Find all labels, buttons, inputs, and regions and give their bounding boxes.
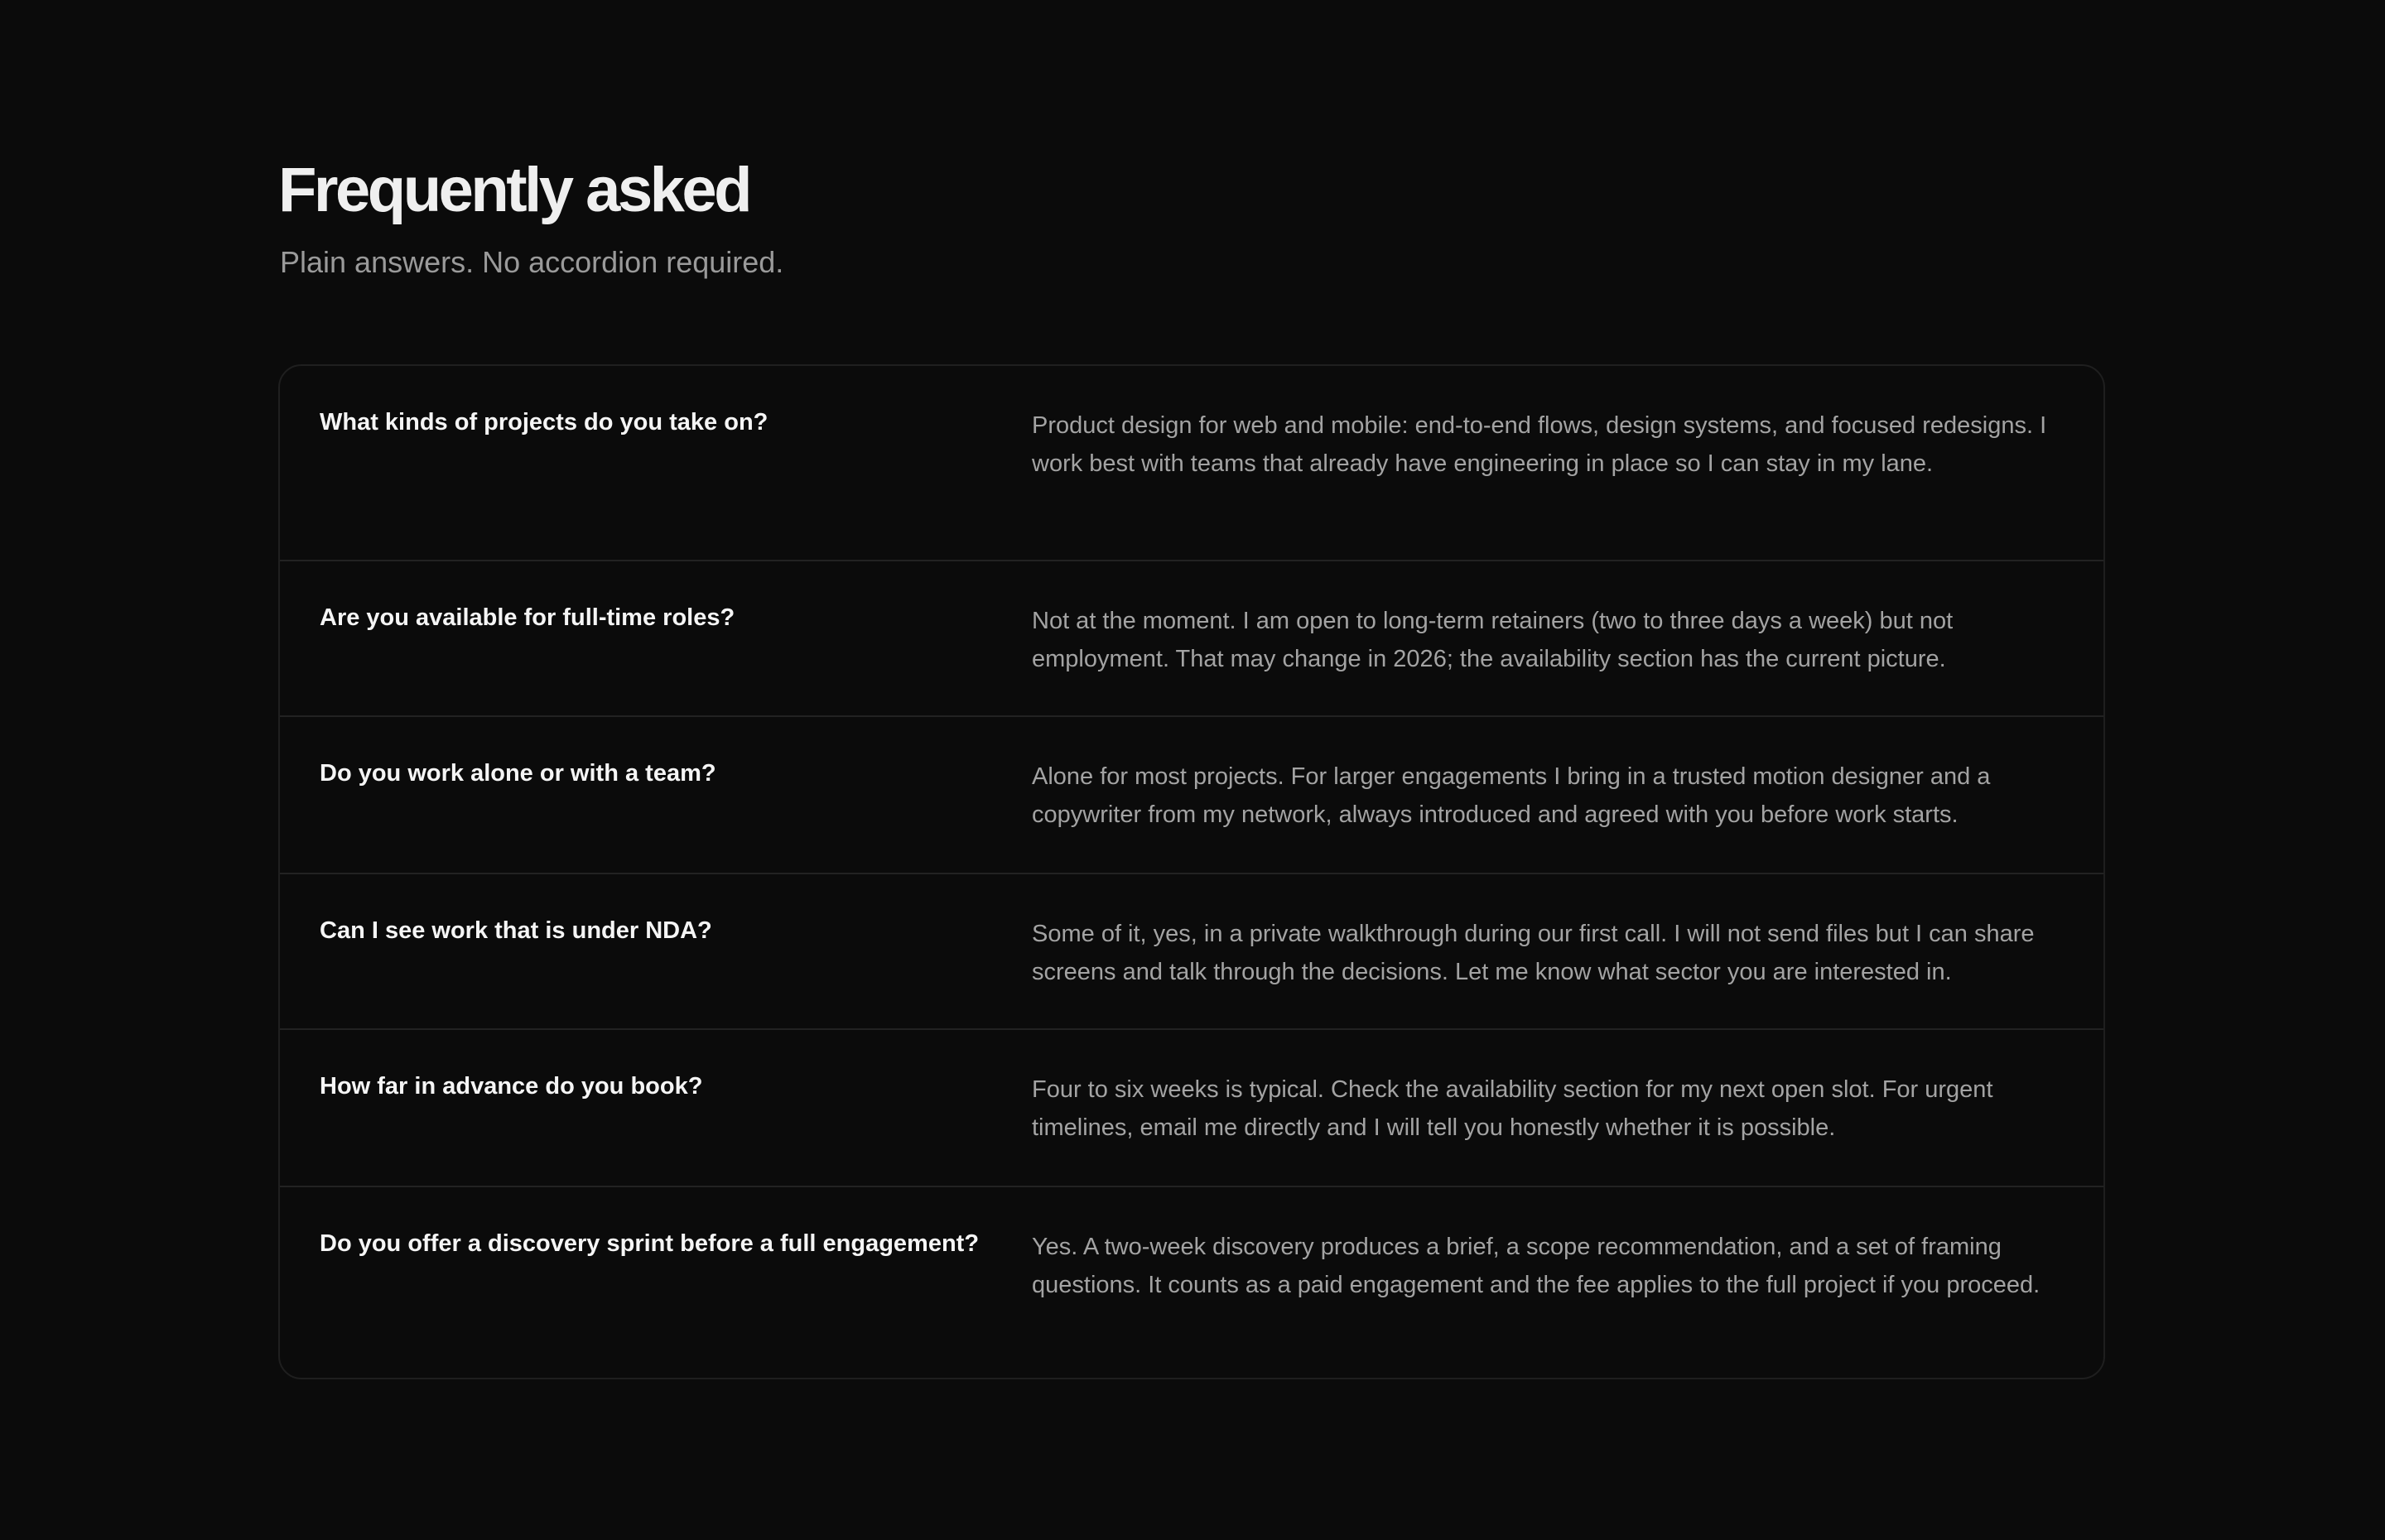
page-title: Frequently asked bbox=[278, 155, 750, 225]
faq-item bbox=[280, 1028, 2103, 1186]
faq-question: Can I see work that is under NDA? bbox=[320, 917, 712, 944]
faq-question: What kinds of projects do you take on? bbox=[320, 409, 768, 436]
faq-list bbox=[278, 364, 2105, 1379]
faq-question: Do you work alone or with a team? bbox=[320, 760, 716, 787]
faq-item bbox=[280, 1186, 2103, 1378]
faq-item bbox=[280, 560, 2103, 715]
faq-answer: Alone for most projects. For larger engagements I bring in a trusted motion designer and a copywriter from my network, always introduced and agreed with you before work starts. bbox=[1032, 763, 1991, 828]
faq-item bbox=[280, 715, 2103, 873]
faq-item bbox=[280, 873, 2103, 1028]
page-subtitle: Plain answers. No accordion required. bbox=[280, 245, 784, 279]
faq-answer: Some of it, yes, in a private walkthrough during our first call. I will not send files but I can share screens and talk through the decisions. Let me know what sector you are interested in. bbox=[1032, 921, 2035, 985]
faq-item bbox=[280, 366, 2103, 560]
faq-answer: Yes. A two-week discovery produces a brief, a scope recommendation, and a set of framing questions. It counts as a paid engagement and the fee applies to the full project if you proceed. bbox=[1032, 1234, 2040, 1298]
faq-question: Are you available for full-time roles? bbox=[320, 604, 735, 631]
faq-answer: Product design for web and mobile: end-to-end flows, design systems, and focused redesigns. I work best with teams that already have engineering in place so I can stay in my lane. bbox=[1032, 412, 2047, 477]
faq-question: How far in advance do you book? bbox=[320, 1073, 703, 1100]
faq-question: Do you offer a discovery sprint before a full engagement? bbox=[320, 1230, 980, 1257]
faq-header bbox=[278, 152, 783, 282]
faq-answer: Four to six weeks is typical. Check the availability section for my next open slot. For urgent timelines, email me directly and I will tell you honestly whether it is possible. bbox=[1032, 1076, 1993, 1141]
faq-answer: Not at the moment. I am open to long-term retainers (two to three days a week) but not employment. That may change in 2026; the availability section has the current picture. bbox=[1032, 608, 1954, 672]
